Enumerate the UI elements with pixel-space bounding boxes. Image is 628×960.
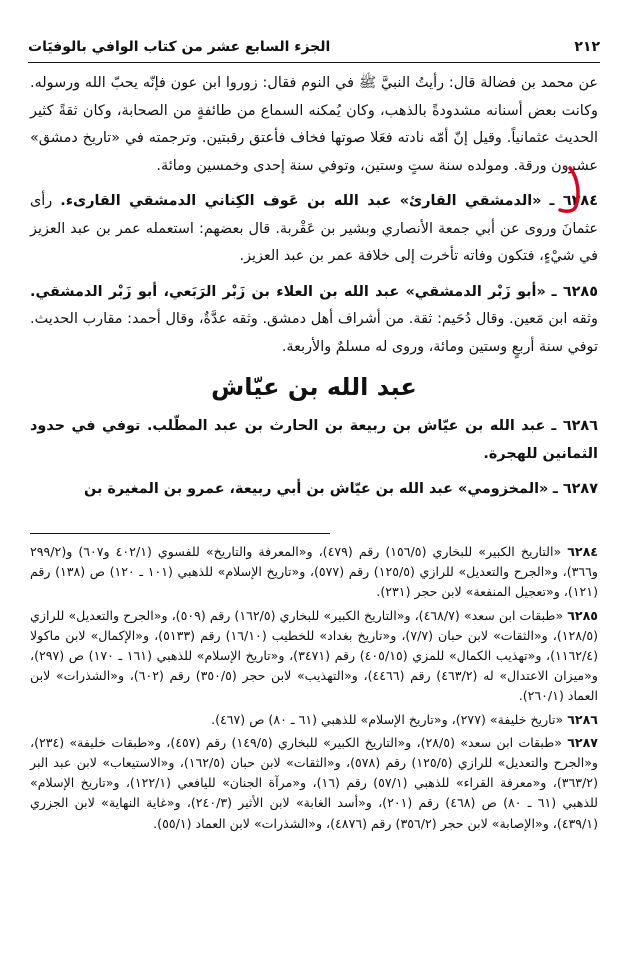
footnote-6286 [30,710,598,730]
section-title: عبد الله بن عيّاش [211,373,417,401]
footnote-text: «طبقات ابن سعد» (٤٦٨/٧)، و«التاريخ الكبير» للبخاري (١٦٢/٥) رقم (٥٠٩)، و«الجرح والتعديل» للرازي (١٢٨/٥)، و«الثقات» لابن حبان (٧/٧)، و«تاريخ بغداد» للخطيب (١٦/١٠) رقم (٥١٣٣)، و«الإكمال» لابن ماكولا (١١٦٢/٤)، و«تهذيب الكمال» للمزي (٤٠٥/١٥) رقم (٣٤٧١)، و«تاريخ الإسلام» للذهبي (١٦١ ـ ١٧٠) ص (٢٩٧)، و«ميزان الاعتدال» له (٤٦٣/٢) رقم (٤٤٦٦)، و«التهذيب» لابن حجر (٣٥٠/٥) رقم (٦٠٢)، و«الشذرات» لابن العماد (٢٦٠/١). [30,607,599,704]
entry-number: ٦٢٨٤ ـ [549,193,598,209]
footnote-number: ٦٢٨٦ [567,711,598,727]
main-text [30,70,598,504]
footnotes [30,542,598,837]
footnote-number: ٦٢٨٧ [567,734,598,750]
entry-text: عبد الله بن عيّاش بن ربيعة بن الحارث بن عبد المطّلب. توفي في حدود الثمانين للهجرة. [30,418,598,462]
entry-6287 [30,476,598,504]
running-header [28,36,600,58]
running-title: الجزء السابع عشر من كتاب الوافي بالوفيَات [28,39,331,55]
entry-heading: «أبو زَبْر الدمشقي» عبد الله بن العلاء بن زَبْر الرَبَعي، أبو زَبْر الدمشقي. [30,283,546,300]
paragraph-ibn-awn: عن محمد بن فضالة قال: رأيتُ النبيَّ ﷺ في النوم فقال: زوروا ابن عون فإنّه يحبّ الله ورسوله. وكانت بعض أسنانه مشدودةً بالذهب، وكان يُمكنه السماع من طائفةٍ من الصحابة، وكان ثقةً كثير الحديث عثمانياً. وقيل إنّ أمّه نادته فعَلا صوتها فخاف فأعتق رقبتين. وترجمته في «تاريخ دمشق» عشرون ورقة. ومولده سنة ستٍ وستين، وتوفي سنة إحدى وخمسين ومائة. [30,75,598,174]
footnote-number: ٦٢٨٥ [567,607,598,623]
footnote-6287 [30,733,598,834]
page-number: ٢١٢ [574,39,600,55]
footnote-text: «تاريخ خليفة» (٢٧٧)، و«تاريخ الإسلام» للذهبي (٦١ ـ ٨٠) ص (٤٦٧). [211,711,564,727]
entry-text: وثقه ابن مَعين. وقال دُحَيم: ثقة. من أشراف أهل دمشق. وثقه عدَّةٌ، وقال أحمد: مقارب الحديث. توفي سنة أربعٍ وستين ومائة، وروى له مسلمٌ والأربعة. [30,311,598,355]
footnote-separator [30,533,330,534]
entry-text: رأى عثمانَ وروى عن أبي جمعة الأنصاري وبشير بن عَقْربة. قال بعضهم: استعمله عمر بن عبد العزيز في شيْءٍ، فتكون وفاته تأخرت إلى خلافة عمر بن عبد العزيز. [30,193,598,264]
entry-6286 [30,413,598,468]
footnote-text: «طبقات ابن سعد» (٢٨/٥)، و«التاريخ الكبير» للبخاري (١٤٩/٥) رقم (٤٥٧)، و«طبقات خليفة» (٢٣٤)، و«الجرح والتعديل» للرازي (١٢٥/٥) رقم (٥٧٨)، و«الثقات» لابن حبان (١٦٢/٥)، و«الاستيعاب» لابن عبد البر (٣٦٣/٢)، و«معرفة القراء» للذهبي (٥٧/١) رقم (١٦)، و«مرآة الجنان» لليافعي (١٢٢/١)، و«تاريخ الإسلام» للذهبي (٦١ ـ ٨٠) ص (٤٦٨) رقم (٢٠١)، و«أسد الغابة» لابن الأثير (٢٤٠/٣)، و«غاية النهاية» لابن الجزري (٤٣٩/١)، و«الإصابة» لابن حجر (٣٥٦/٢) رقم (٤٨٧٦)، و«الشذرات» لابن العماد (٥٥/١). [30,734,598,831]
red-annotation-stroke [560,168,578,211]
footnote-6285 [30,606,598,707]
entry-heading: «الدمشقي القارئ» عبد الله بن عَوف الكِناني الدمشقي القارىء. [60,193,542,209]
red-annotation-mark [552,166,592,216]
footnote-6284 [30,542,598,603]
entry-number: ٦٢٨٦ ـ [551,418,598,434]
entry-number: ٦٢٨٥ ـ [551,283,598,300]
entry-6285 [30,279,598,362]
entry-number: ٦٢٨٧ ـ [552,481,598,497]
entry-6284 [30,188,598,271]
header-rule [28,62,600,63]
footnote-number: ٦٢٨٤ [567,544,598,559]
entry-heading: «المخزومي» عبد الله بن عيّاش بن أبي ربيعة، عمرو بن المغيرة بن [84,481,549,497]
footnote-text: «التاريخ الكبير» للبخاري (١٥٦/٥) رقم (٤٧٩)، و«المعرفة والتاريخ» للفسوي (٤٠٢/١ و٦٠٧) و(٢٩٩/٢ و٣٦٦)، و«الجرح والتعديل» للرازي (١٢٥/٥) رقم (٥٧٧)، و«تاريخ الإسلام» للذهبي (١٠١ ـ ١٢٠) ص (١٣٨) رقم (١٢١)، و«تعجيل المنفعة» لابن حجر (٢٣١). [30,544,599,600]
